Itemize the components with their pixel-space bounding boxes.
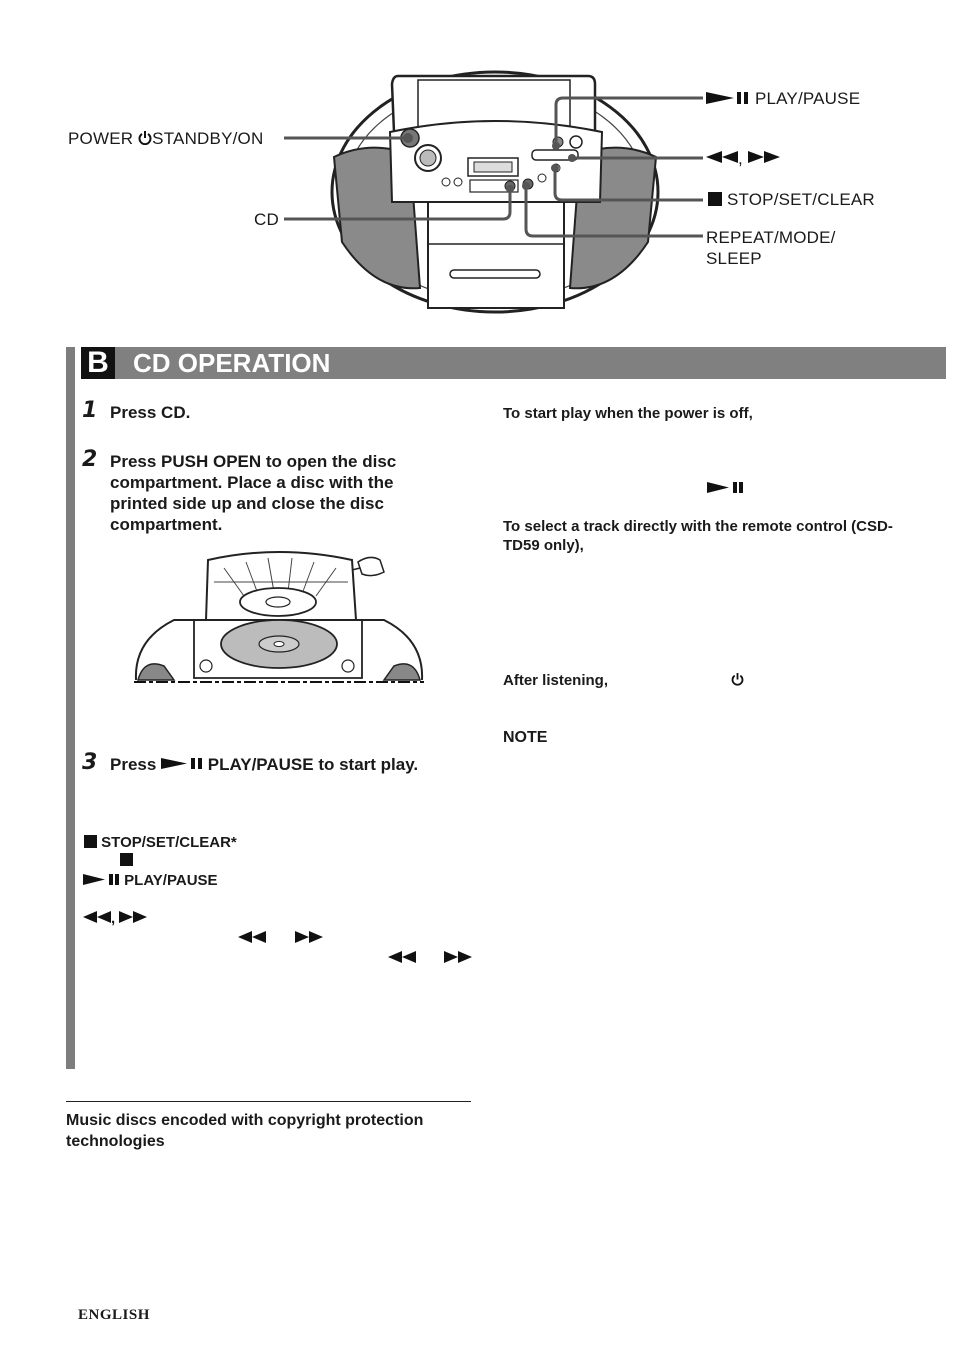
step-3-text xyxy=(110,754,418,775)
copyright-heading: Music discs encoded with copyright protection technologies xyxy=(66,1112,424,1150)
callout-stop-label: STOP/SET/CLEAR xyxy=(726,190,875,209)
callout-play-pause-label: PLAY/PAUSE xyxy=(754,89,861,108)
play-pause-icon xyxy=(161,756,203,771)
step-1-number: 1 xyxy=(82,398,98,423)
power-icon xyxy=(138,130,152,145)
section-sidebar-bar xyxy=(66,347,75,1069)
fast-forward-icon xyxy=(444,951,472,963)
step-2-text: Press PUSH OPEN to open the disc compartment. Place a disc with the printed side up and close the disc compartment. xyxy=(110,452,397,534)
play-pause-icon xyxy=(83,873,120,886)
callout-power-suffix: STANDBY/ON xyxy=(152,129,264,148)
callout-repeat-label: REPEAT/MODE/ xyxy=(706,228,836,247)
stop-icon xyxy=(84,835,97,848)
step-3-number: 3 xyxy=(82,750,98,775)
control-play-pause-label: PLAY/PAUSE xyxy=(124,872,218,889)
callout-sleep-label: SLEEP xyxy=(706,249,762,268)
callout-play-pause xyxy=(706,89,860,109)
callout-skip-comma: , xyxy=(738,149,743,168)
callout-power-prefix: POWER xyxy=(68,129,134,148)
fast-forward-icon xyxy=(119,911,147,923)
fast-forward-icon xyxy=(295,931,323,943)
after-listening-heading: After listening, xyxy=(503,672,609,689)
select-track-heading: To select a track directly with the remote control (CSD-TD59 only), xyxy=(503,518,893,554)
section-title: CD OPERATION xyxy=(133,348,331,378)
step-2-number: 2 xyxy=(82,447,98,472)
control-skip xyxy=(83,910,147,927)
note-heading: NOTE xyxy=(503,729,548,746)
control-skip-comma: , xyxy=(111,910,116,927)
callout-stop xyxy=(708,190,875,210)
play-pause-icon xyxy=(707,481,744,494)
callout-power xyxy=(68,129,263,149)
stop-icon xyxy=(120,853,133,866)
control-play-pause xyxy=(83,872,218,889)
power-off-heading: To start play when the power is off, xyxy=(503,405,753,422)
callout-lines xyxy=(0,0,954,340)
disc-loading-illustration xyxy=(134,548,424,684)
stop-icon xyxy=(708,192,722,206)
rewind-icon xyxy=(706,150,738,164)
control-stop-label: STOP/SET/CLEAR xyxy=(101,834,231,851)
rewind-icon xyxy=(388,951,416,963)
callout-repeat xyxy=(706,227,836,269)
rewind-icon xyxy=(238,931,266,943)
play-pause-icon xyxy=(706,90,750,106)
step-3-suffix: PLAY/PAUSE to start play. xyxy=(207,755,419,774)
power-icon xyxy=(731,672,744,686)
step-1-text: Press CD. xyxy=(110,403,191,422)
callout-cd: CD xyxy=(254,210,279,229)
divider-line xyxy=(66,1101,471,1102)
section-letter: B xyxy=(81,347,115,379)
callout-skip xyxy=(706,149,780,169)
step-3-prefix: Press xyxy=(110,755,157,774)
control-stop-asterisk: * xyxy=(230,834,237,851)
rewind-icon xyxy=(83,911,111,923)
fast-forward-icon xyxy=(748,150,780,164)
footer-language: ENGLISH xyxy=(78,1307,150,1323)
control-stop xyxy=(84,834,237,851)
